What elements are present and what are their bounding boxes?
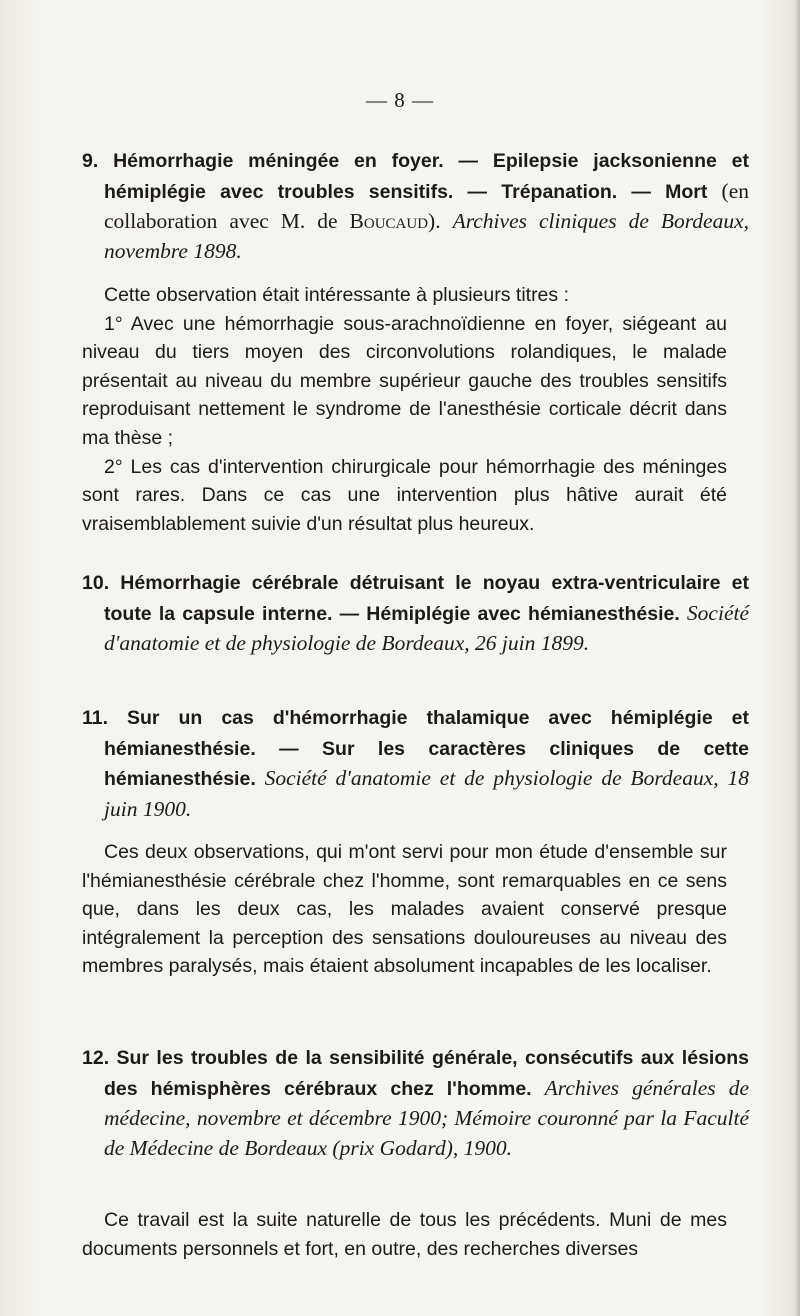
entry-10-source: Société d'anatomie et de physiologie de Bordeaux, 26 juin 1899. bbox=[104, 600, 749, 655]
paragraph-9-point-1: 1° Avec une hémorrhagie sous-arachnoïdienne en foyer, siégeant au niveau du tiers moyen des circonvolutions rolandiques, le malade présentait au niveau du membre supérieur gauche des troubles sensitifs reproduisant nettement le syndrome de l'anesthésie corticale décrit dans ma thèse ; bbox=[82, 312, 727, 449]
entry-9-source: Archives cliniques de Bordeaux, novembre 1898. bbox=[104, 209, 749, 263]
entry-9-number: 9. bbox=[82, 150, 99, 172]
paragraph-9-intro: Cette observation était intéressante à plusieurs titres : bbox=[104, 284, 569, 306]
entry-10-number: 10. bbox=[82, 572, 110, 594]
entry-12-source: Archives générales de médecine, novembre et décembre 1900; Mémoire couronné par la Faculté de Médecine de Bordeaux (prix Godard), 1900. bbox=[104, 1075, 749, 1160]
paragraph-9-point-2: 2° Les cas d'intervention chirurgicale pour hémorrhagie des méninges sont rares. Dans ce cas une intervention plus hâtive aurait été vraisemblablement suivie d'un résultat plus heureux. bbox=[82, 455, 727, 535]
entry-11-commentary bbox=[82, 838, 727, 981]
entry-12 bbox=[82, 1043, 749, 1163]
entry-9 bbox=[82, 146, 749, 266]
entry-11 bbox=[82, 703, 749, 824]
entry-11-number: 11. bbox=[82, 707, 109, 729]
page-edge-shadow bbox=[794, 0, 800, 1316]
entry-9-commentary bbox=[82, 281, 727, 538]
entry-10 bbox=[82, 568, 749, 659]
page-number: — 8 — bbox=[366, 88, 434, 112]
entry-10-title: Hémorrhagie cérébrale détruisant le noyau extra-ventriculaire et toute la capsule interne. — Hémiplégie avec hémianesthésie. bbox=[104, 572, 749, 625]
paragraph-11: Ces deux observations, qui m'ont servi pour mon étude d'ensemble sur l'hémianesthésie cérébrale chez l'homme, sont remarquables en ce sens que, dans les deux cas, les malades avaient conservé presque intégralement la perception des sensations douloureuses au niveau des membres paralysés, mais étaient absolument incapables de les localiser. bbox=[82, 841, 727, 978]
entry-12-number: 12. bbox=[82, 1047, 110, 1069]
entry-9-title: Hémorrhagie méningée en foyer. — Epilepsie jacksonienne et hémiplégie avec troubles sensitifs. — Trépanation. — Mort bbox=[104, 150, 749, 203]
entry-12-commentary bbox=[82, 1206, 727, 1263]
entry-11-title: Sur un cas d'hémorrhagie thalamique avec hémiplégie et hémianesthésie. — Sur les caractères cliniques de cette hémianesthésie. bbox=[104, 707, 749, 790]
entry-9-collab-name: Boucaud bbox=[349, 209, 429, 233]
entry-9-collab: (en collaboration avec M. de bbox=[104, 178, 749, 233]
entry-9-collab-end: ). bbox=[428, 209, 441, 233]
entry-12-title: Sur les troubles de la sensibilité générale, consécutifs aux lésions des hémisphères cérébraux chez l'homme. bbox=[104, 1047, 749, 1100]
entry-11-source: Société d'anatomie et de physiologie de Bordeaux, 18 juin 1900. bbox=[104, 766, 750, 821]
paragraph-12: Ce travail est la suite naturelle de tous les précédents. Muni de mes documents personnels et fort, en outre, des recherches diverses bbox=[82, 1209, 727, 1260]
